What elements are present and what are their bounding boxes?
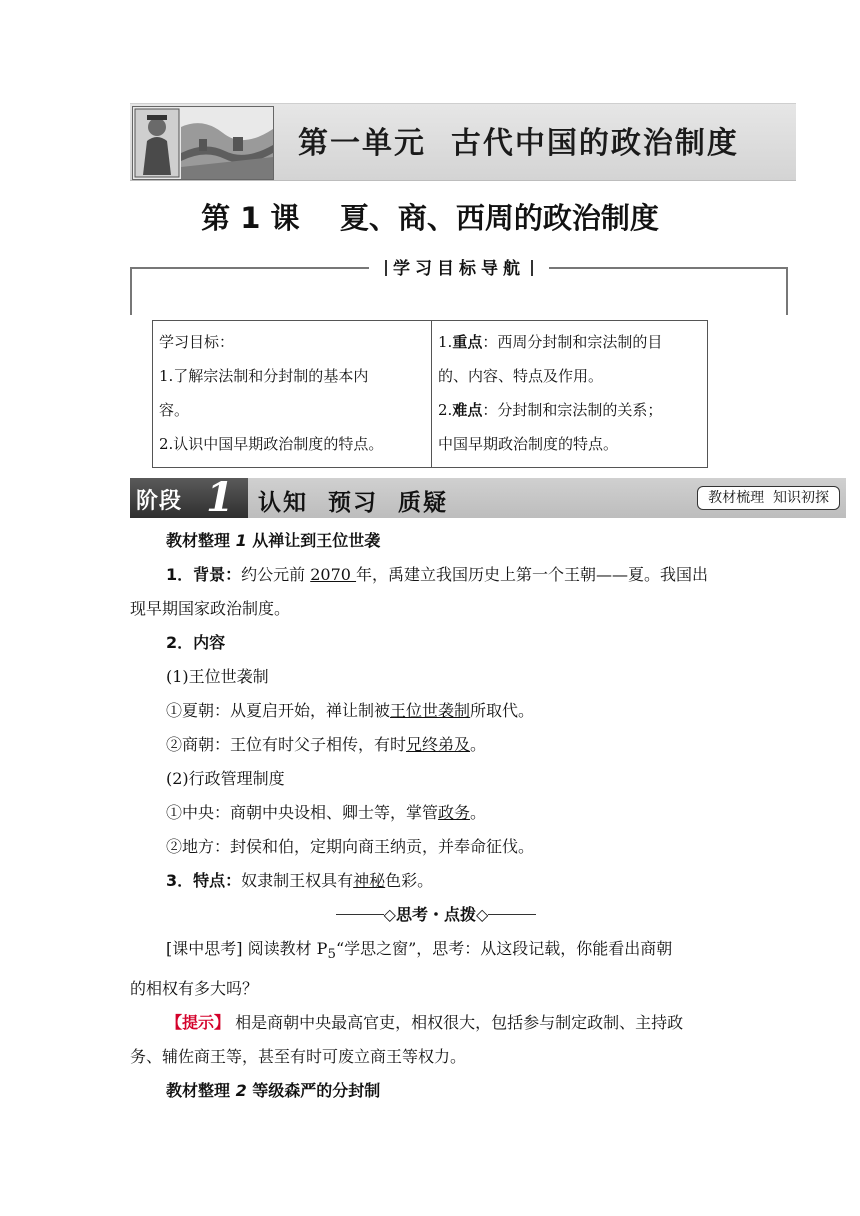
unit-title: 第一单元 古代中国的政治制度 [298,126,739,161]
difficult-point-label: 难点 [452,401,483,419]
sub-1-a-blank: 王位世袭制 [390,701,471,720]
item-1-label: 1．背景： [166,565,242,584]
goals-key-point [438,325,701,359]
phase-tag [130,474,248,521]
key-point-label: 重点 [452,333,483,351]
item-3-label: 3．特点： [166,871,242,890]
think-question-cont: 的相权有多大吗？ [130,979,259,999]
goals-left-header: 学习目标： [159,333,235,351]
sub-2-a-blank: 政务 [438,803,471,822]
heading-text: 从禅让到王位世袭 [246,531,381,550]
sub-1-b-pre: ②商朝：王位有时父子相传，有时 [166,735,407,754]
hint-text-a: 相是商朝中央最高官吏，相权很大，包括参与制定政制、主持政 [230,1013,684,1033]
section-1-heading [130,524,742,558]
unit-banner-image [132,106,274,180]
item-3-post: 色彩。 [385,871,434,890]
hint-tag: 【提示】 [166,1013,231,1033]
sub-1-a [130,694,742,728]
sub-2-b: ②地方：封侯和伯，定期向商王纳贡，并奉命征伐。 [166,837,535,856]
learning-goals-label [369,254,549,279]
sub-1-b [130,728,742,762]
think-question [130,932,742,972]
section-2-heading-number: 2 [235,1081,247,1101]
item-2 [130,626,742,660]
lesson-title: 第 1 课 夏、商、西周的政治制度 [201,201,659,235]
label-left-bar [385,260,387,276]
goals-difficult-point [438,393,701,427]
think-divider: ◇思考・点拨◇ [130,898,742,932]
goals-key-point-cont: 的、内容、特点及作用。 [438,367,604,385]
section-1 [130,524,742,1108]
question-text-b: “学思之窗”，思考：从这段记载，你能看出商朝 [335,939,673,958]
item-1-text-a: 约公元前 [241,565,311,584]
goals-left-cell [153,321,432,468]
item-3 [130,864,742,898]
item-1-text-b: 年，禹建立我国历史上第一个王朝——夏。我国出 [356,565,709,584]
sub-2-a [130,796,742,830]
heading-number: 1 [235,531,247,550]
phase-badge: 教材梳理 知识初探 [697,486,840,510]
key-point-prefix: 1. [438,333,453,351]
sub-1-a-post: 所取代。 [470,701,535,720]
phase-bar [130,474,846,521]
label-right-bar [531,260,533,276]
difficult-point-text: ：分封制和宗法制的关系； [482,401,663,419]
goals-right-cell [432,321,708,468]
think-hint-cont: 务、辅佐商王等，甚至有时可废立商王等权力。 [130,1047,467,1067]
goals-difficult-point-cont: 中国早期政治制度的特点。 [438,435,619,453]
think-divider-text: 思考・点拨 [395,905,476,924]
section-2-heading-prefix: 教材整理 [166,1081,236,1101]
difficult-point-prefix: 2. [438,401,453,419]
item-1-cont: 现早期国家政治制度。 [130,599,291,618]
sub-2: (2)行政管理制度 [166,769,285,788]
heading-prefix: 教材整理 [166,531,236,550]
learning-goals-label-text: 学习目标导航 [393,259,525,279]
phase-word: 阶段 [136,489,183,514]
sub-1-b-blank: 兄终弟及 [406,735,471,754]
phase-number: 1 [206,474,234,521]
goals-left-line-2: 容。 [159,401,190,419]
think-hint [130,1006,742,1040]
key-point-text: ：西周分封制和宗法制的目 [482,333,663,351]
goals-left-line-1: 1.了解宗法制和分封制的基本内 [159,367,369,385]
sub-1-a-pre: ①夏朝：从夏启开始，禅让制被 [166,701,391,720]
sub-1-b-post: 。 [470,735,487,754]
sub-2-a-post: 。 [470,803,487,822]
sub-1: (1)王位世袭制 [166,667,269,686]
item-3-pre: 奴隶制王权具有 [241,871,354,890]
question-text-a: 阅读教材 P [242,939,328,958]
sub-2-a-pre: ①中央：商朝中央设相、卿士等，掌管 [166,803,439,822]
goals-left-line-3: 2.认识中国早期政治制度的特点。 [159,435,384,453]
question-page-subscript: 5 [327,947,336,963]
learning-goals-frame [130,259,788,315]
section-2-heading-text: 等级森严的分封制 [246,1081,381,1101]
divider-left-line [336,914,384,915]
question-tag: [课中思考] [166,939,243,958]
divider-right-line [488,914,536,915]
phase-title: 认知 预习 质疑 [258,489,449,516]
unit-banner [130,103,796,181]
item-2-label: 2．内容 [166,633,226,652]
learning-goals-table [152,320,708,468]
item-3-blank: 神秘 [353,871,386,890]
section-2-heading [130,1074,742,1108]
item-1 [130,558,742,592]
item-1-blank: 2070 [310,565,357,584]
